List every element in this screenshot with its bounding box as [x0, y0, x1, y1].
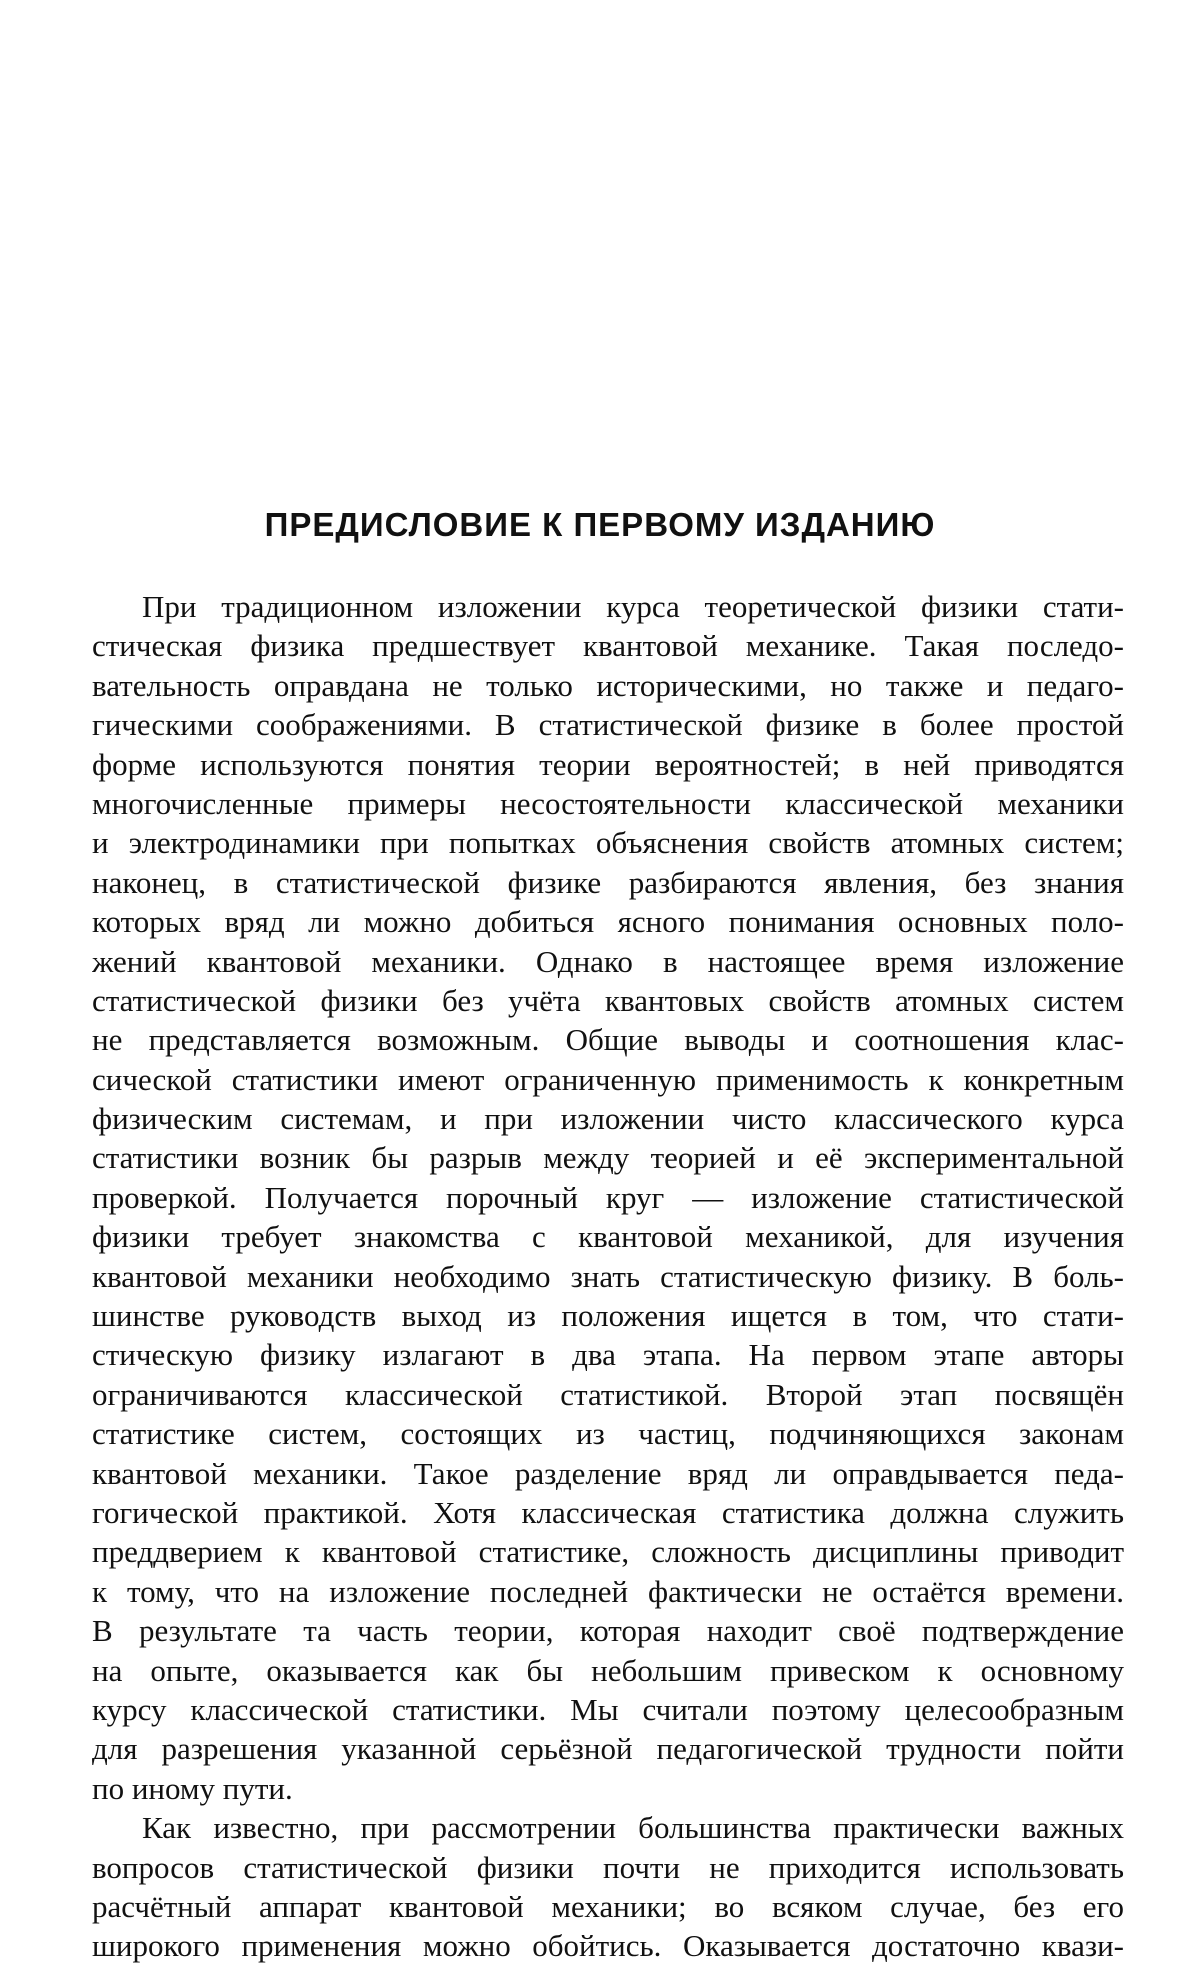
chapter-heading: ПРЕДИСЛОВИЕ К ПЕРВОМУ ИЗДАНИЮ	[264, 506, 936, 543]
text-line: широкого применения можно обойтись. Оказывается достаточно квази-	[92, 1928, 1124, 1964]
text-line: не представляется возможным. Общие выводы и соотношения клас-	[92, 1022, 1124, 1058]
text-line: расчётный аппарат квантовой механики; во всяком случае, без его	[92, 1888, 1124, 1924]
text-line: шинстве руководств выход из положения ищется в том, что стати-	[92, 1298, 1124, 1334]
text-line: При традиционном изложении курса теоретической физики стати-	[142, 589, 1124, 624]
text-line: статистики возник бы разрыв между теорией и её экспериментальной	[92, 1140, 1124, 1176]
text-line: сической статистики имеют ограниченную применимость к конкретным	[92, 1061, 1124, 1097]
text-line: и электродинамики при попытках объяснения свойств атомных систем;	[92, 825, 1124, 861]
text-line: курсу классической статистики. Мы считали поэтому целесообразным	[92, 1691, 1124, 1727]
paragraph	[92, 1808, 1124, 1966]
text-line: вательность оправдана не только историческими, но также и педаго-	[92, 667, 1124, 703]
body-text	[92, 587, 1124, 1966]
text-line: квантовой механики. Такое разделение вряд ли оправдывается педа-	[92, 1455, 1124, 1491]
text-line: гическими соображениями. В статистической физике в более простой	[92, 707, 1124, 743]
text-line: В результате та часть теории, которая находит своё подтверждение	[92, 1613, 1124, 1649]
text-line: для разрешения указанной серьёзной педагогической трудности пойти	[92, 1731, 1124, 1767]
text-line: Как известно, при рассмотрении большинства практически важных	[142, 1810, 1124, 1846]
text-line: статистической физики без учёта квантовых свойств атомных систем	[92, 982, 1124, 1018]
text-line: на опыте, оказывается как бы небольшим привеском к основному	[92, 1652, 1124, 1688]
text-line: вопросов статистической физики почти не приходится использовать	[92, 1849, 1124, 1885]
text-line: стическая физика предшествует квантовой механике. Такая последо-	[92, 628, 1124, 664]
text-line: наконец, в статистической физике разбираются явления, без знания	[92, 864, 1124, 900]
text-line: стическую физику излагают в два этапа. На первом этапе авторы	[92, 1337, 1124, 1373]
text-line: квантовой механики необходимо знать статистическую физику. В боль-	[92, 1258, 1124, 1294]
text-line: проверкой. Получается порочный круг — изложение статистической	[92, 1179, 1124, 1215]
paragraph	[92, 587, 1124, 1808]
text-line: физическим системам, и при изложении чисто классического курса	[92, 1101, 1124, 1137]
text-line: преддверием к квантовой статистике, сложность дисциплины приводит	[92, 1534, 1124, 1570]
text-line: физики требует знакомства с квантовой механикой, для изучения	[92, 1219, 1124, 1255]
text-line: многочисленные примеры несостоятельности классической механики	[92, 785, 1124, 821]
text-line: форме используются понятия теории вероятностей; в ней приводятся	[92, 746, 1124, 782]
text-line: по иному пути.	[92, 1770, 293, 1806]
text-line: статистике систем, состоящих из частиц, подчиняющихся законам	[92, 1416, 1124, 1452]
text-line: гогической практикой. Хотя классическая статистика должна служить	[92, 1494, 1124, 1530]
text-line: жений квантовой механики. Однако в настоящее время изложение	[92, 943, 1124, 979]
text-line: которых вряд ли можно добиться ясного понимания основных поло-	[92, 904, 1124, 940]
text-line: к тому, что на изложение последней фактически не остаётся времени.	[92, 1573, 1124, 1609]
text-line: ограничиваются классической статистикой. Второй этап посвящён	[92, 1376, 1124, 1412]
